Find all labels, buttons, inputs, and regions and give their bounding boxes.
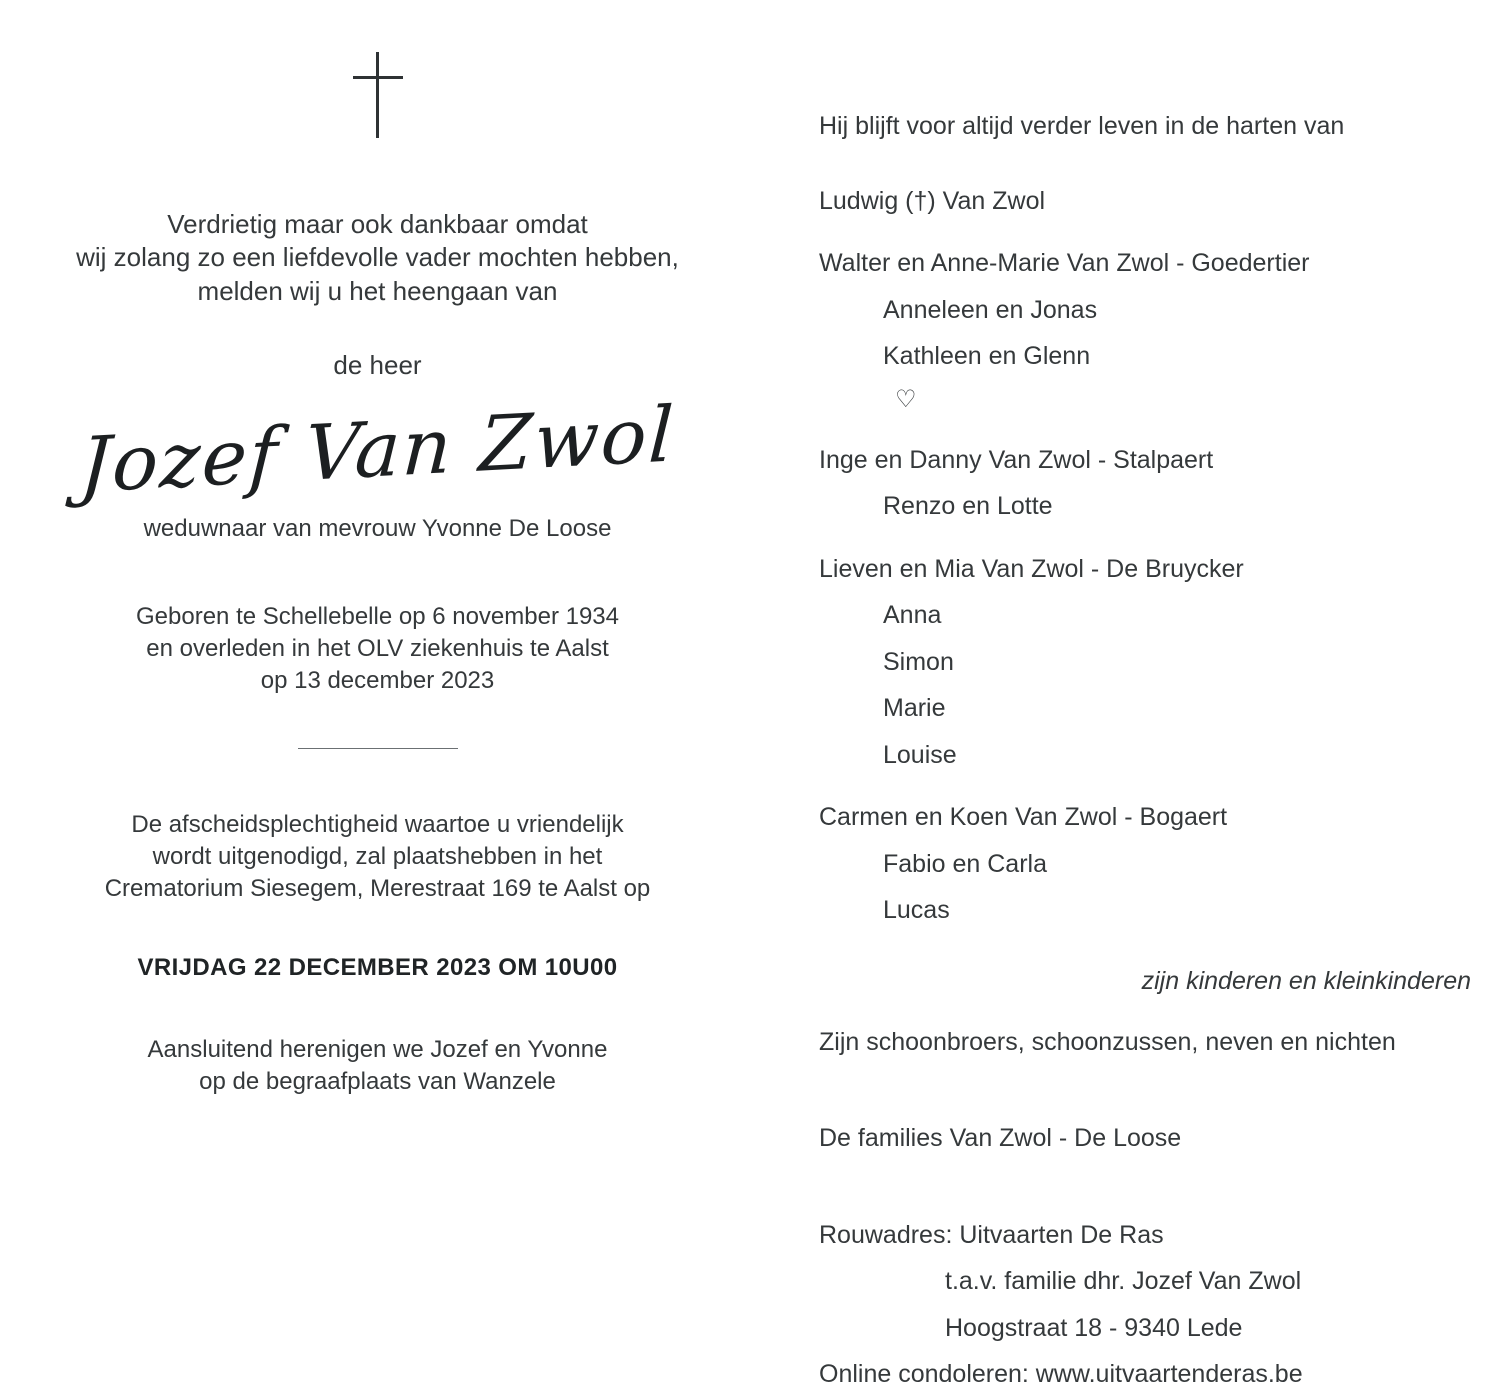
- condolence-link[interactable]: Online condoleren: www.uitvaartenderas.be: [819, 1360, 1303, 1388]
- relatives-line: Zijn schoonbroers, schoonzussen, neven en nichten: [819, 1027, 1396, 1056]
- mourning-address-line2: t.a.v. familie dhr. Jozef Van Zwol: [945, 1267, 1302, 1295]
- family-member: Louise: [883, 740, 957, 769]
- families-line: De families Van Zwol - De Loose: [819, 1124, 1182, 1152]
- ceremony-info: [0, 809, 755, 904]
- birth-death-info: [0, 601, 755, 696]
- ceremony-line: wordt uitgenodigd, zal plaatshebben in het: [152, 843, 603, 871]
- right-panel: [755, 0, 1509, 1388]
- ceremony-line: Crematorium Siesegem, Merestraat 169 te Aalst op: [104, 874, 651, 902]
- closing-info: [0, 1034, 755, 1097]
- remembrance-heading: Hij blijft voor altijd verder leven in de harten van: [819, 112, 1345, 140]
- divider: [298, 748, 458, 749]
- cross-icon: [348, 52, 408, 138]
- left-panel: [0, 0, 755, 1214]
- family-member: Anna: [883, 601, 942, 629]
- death-date-line: op 13 december 2023: [260, 666, 495, 694]
- family-member: Carmen en Koen Van Zwol - Bogaert: [819, 803, 1228, 831]
- honorific: de heer: [333, 349, 422, 380]
- heart-icon: ♡: [895, 385, 917, 413]
- closing-line: Aansluitend herenigen we Jozef en Yvonne: [147, 1036, 608, 1064]
- intro-line: Verdrietig maar ook dankbaar omdat: [167, 209, 588, 239]
- family-member: Lieven en Mia Van Zwol - De Bruycker: [819, 554, 1244, 583]
- family-member: Ludwig (†) Van Zwol: [819, 186, 1046, 215]
- birth-line: Geboren te Schellebelle op 6 november 1934: [136, 603, 619, 631]
- ceremony-datetime: VRIJDAG 22 DECEMBER 2023 OM 10U00: [137, 954, 618, 982]
- children-note: zijn kinderen en kleinkinderen: [1141, 966, 1471, 995]
- intro-text: [0, 208, 755, 308]
- family-member: Marie: [883, 694, 946, 722]
- mourning-address-line3: Hoogstraat 18 - 9340 Lede: [945, 1313, 1243, 1342]
- family-member: Fabio en Carla: [883, 849, 1047, 878]
- deceased-name: Jozef Van Zwol: [77, 389, 678, 510]
- family-member: Anneleen en Jonas: [883, 295, 1098, 324]
- divider-wrap: [0, 748, 755, 749]
- family-member: Renzo en Lotte: [883, 492, 1053, 520]
- intro-line: wij zolang zo een liefdevolle vader mochten hebben,: [76, 242, 679, 273]
- family-member: Simon: [883, 647, 954, 676]
- ceremony-line: De afscheidsplechtigheid waartoe u vriendelijk: [131, 811, 624, 839]
- family-member: Inge en Danny Van Zwol - Stalpaert: [819, 445, 1214, 474]
- family-member: Lucas: [883, 896, 950, 924]
- death-line: en overleden in het OLV ziekenhuis te Aalst: [146, 635, 609, 663]
- family-member: Walter en Anne-Marie Van Zwol - Goedertier: [819, 249, 1310, 277]
- cross-icon-wrap: [0, 40, 755, 150]
- widower-line: weduwnaar van mevrouw Yvonne De Loose: [143, 515, 612, 543]
- closing-line: op de begraafplaats van Wanzele: [199, 1068, 556, 1096]
- mourning-address-line1: Rouwadres: Uitvaarten De Ras: [819, 1220, 1164, 1249]
- intro-line: melden wij u het heengaan van: [197, 275, 558, 306]
- family-member: Kathleen en Glenn: [883, 342, 1091, 370]
